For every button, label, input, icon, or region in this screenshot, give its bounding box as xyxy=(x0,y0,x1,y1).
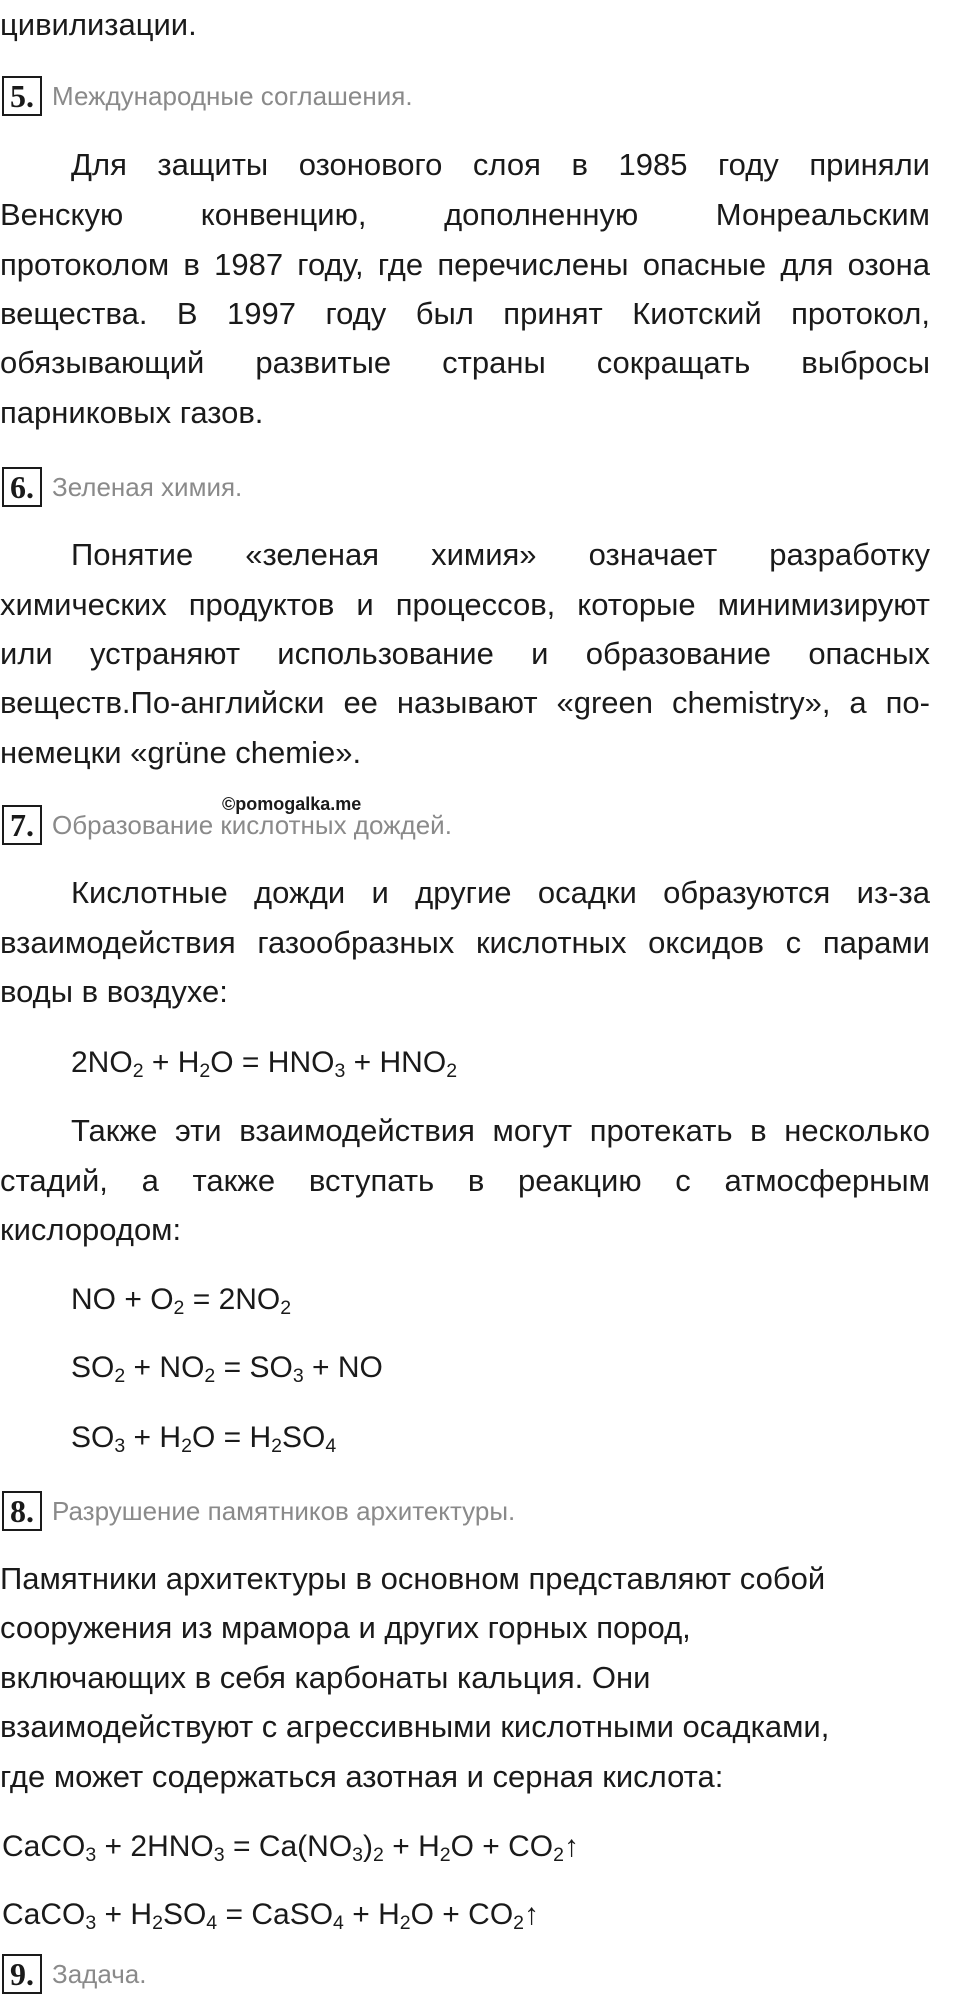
up-arrow-icon: ↑ xyxy=(563,1830,579,1863)
section-7-line: стадий, а также вступать в реакцию с атмосферным xyxy=(0,1163,930,1198)
section-9-number: 9. xyxy=(2,1954,42,1994)
up-arrow-icon: ↑ xyxy=(524,1898,540,1931)
section-5-line: обязывающий развитые страны сокращать выбросы xyxy=(0,345,930,380)
section-7-line: Также эти взаимодействия могут протекать в несколько xyxy=(71,1113,930,1148)
equation-3: $SO_2 + NO_2 = SO_3$ + NO xyxy=(71,1351,383,1387)
intro-tail-text: цивилизации. xyxy=(0,7,197,42)
section-6-line: химических продуктов и процессов, которые минимизируют xyxy=(0,587,930,622)
section-7-line: Кислотные дожди и другие осадки образуются из-за xyxy=(71,875,930,910)
equation-2: NO + $O_2 = 2NO_2$ xyxy=(71,1283,292,1319)
section-7-line: воды в воздухе: xyxy=(0,974,228,1009)
section-5-heading xyxy=(2,75,413,117)
section-8-title: Разрушение памятников архитектуры. xyxy=(52,1495,516,1526)
equation-1: $2NO_2 + H_2O = HNO_3 + HNO_2$ xyxy=(71,1046,458,1082)
section-7-line: взаимодействия газообразных кислотных оксидов с парами xyxy=(0,925,930,960)
equation-5: CaCO$_3$ + $2HNO_3 = Ca(NO_3)_2 + H_2O$ + $CO_2↑$ xyxy=(2,1830,579,1866)
section-9-title: Задача. xyxy=(52,1958,147,1989)
section-8-line: где может содержаться азотная и серная кислота: xyxy=(0,1759,724,1794)
section-5-line: протоколом в 1987 году, где перечислены опасные для озона xyxy=(0,247,930,282)
equation-6: CaCO$_3$ + $H_2SO_4$ = CaSO$_4$ + $H_2O$ + $CO_2↑$ xyxy=(2,1898,540,1934)
section-8-number: 8. xyxy=(2,1491,42,1531)
section-6-title: Зеленая химия. xyxy=(52,471,243,502)
section-6-line: Понятие «зеленая химия» означает разработку xyxy=(71,537,930,572)
section-8-line: взаимодействуют с агрессивными кислотными осадками, xyxy=(0,1709,830,1744)
section-9-heading xyxy=(2,1953,146,1995)
section-7-number: 7. xyxy=(2,805,42,845)
section-5-title: Международные соглашения. xyxy=(52,80,413,111)
section-5-line: парниковых газов. xyxy=(0,395,264,430)
section-6-line: веществ.По-английски ее называют «green chemistry», а по- xyxy=(0,685,930,720)
section-5-line: вещества. В 1997 году был принят Киотский протокол, xyxy=(0,296,930,331)
section-5-number: 5. xyxy=(2,76,42,116)
section-8-line: сооружения из мрамора и других горных пород, xyxy=(0,1610,691,1645)
section-6-line: немецки «grüne chemie». xyxy=(0,735,362,770)
section-7-line: кислородом: xyxy=(0,1212,182,1247)
section-8-line: Памятники архитектуры в основном представляют собой xyxy=(0,1561,826,1596)
section-6-line: или устраняют использование и образование опасных xyxy=(0,636,930,671)
section-7-heading xyxy=(2,804,452,846)
section-5-line: Венскую конвенцию, дополненную Монреальским xyxy=(0,197,930,232)
watermark: ©pomogalka.me xyxy=(222,794,362,814)
section-5-line: Для защиты озонового слоя в 1985 году приняли xyxy=(71,147,930,182)
section-8-heading xyxy=(2,1490,515,1532)
section-7-title: Образование кислотных дождей. xyxy=(52,809,452,840)
section-6-number: 6. xyxy=(2,467,42,507)
section-6-heading xyxy=(2,466,242,508)
section-8-line: включающих в себя карбонаты кальция. Они xyxy=(0,1660,651,1695)
equation-4: $SO_3 + H_2O = H_2SO_4$ xyxy=(71,1421,337,1457)
